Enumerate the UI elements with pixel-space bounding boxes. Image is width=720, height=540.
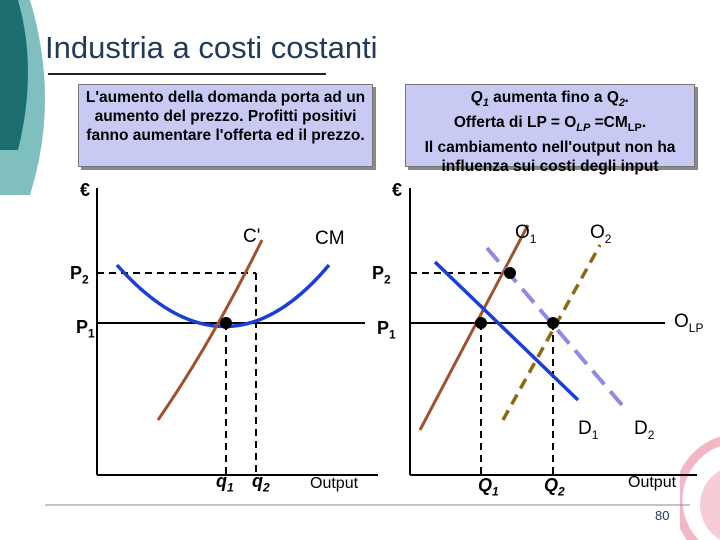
supply-1-text: O: [515, 222, 530, 243]
industry-p1-sub: 1: [389, 327, 396, 342]
firm-p1-label: [76, 317, 95, 341]
supply-long-sub: LP: [688, 320, 704, 335]
callout-cmlp-sub: LP: [627, 122, 642, 135]
callout-q1-sub: 1: [482, 97, 489, 110]
firm-q1-text: q: [216, 471, 227, 491]
industry-q2-label: [544, 475, 565, 499]
firm-x-axis-label: Output: [310, 475, 359, 492]
supply-1-sub: 1: [529, 231, 537, 246]
industry-dot-p2: [504, 267, 516, 279]
callout-industry-line3: Il cambiamento nell'output non ha influenza sui costi degli input: [424, 139, 676, 176]
industry-q1-label: [478, 475, 499, 499]
firm-p2-sub: 2: [82, 272, 89, 287]
firm-q2-label: [252, 471, 270, 495]
slide-title: Industria a costi costanti: [45, 30, 378, 65]
callout-offer-text: Offerta di LP = O: [453, 114, 577, 132]
marginal-cost-label: [243, 226, 260, 248]
industry-dot-q1: [475, 317, 487, 329]
supply-long-text: O: [674, 311, 689, 332]
firm-q2-text: q: [252, 471, 263, 491]
demand-2-sub: 2: [647, 427, 655, 442]
callout-firm-text: L'aumento della domanda porta ad un aumento del prezzo. Profitti positivi fanno aumentare l'offerta ed il prezzo.: [85, 89, 366, 144]
industry-p1-text: P: [377, 318, 390, 338]
callout-period-1: .: [625, 89, 630, 106]
firm-q1-sub: 1: [227, 480, 234, 495]
industry-p2-text: P: [372, 263, 385, 283]
page-number: 80: [655, 508, 670, 523]
supply-2-curve: [503, 245, 600, 420]
callout-cm-text: =CM: [590, 114, 628, 132]
industry-p2-label: [372, 263, 391, 287]
firm-p1-text: P: [76, 317, 89, 337]
callout-olp-sub: LP: [576, 122, 591, 135]
firm-equilibrium-dot: [220, 317, 232, 329]
industry-p2-sub: 2: [384, 272, 391, 287]
industry-p1-label: [377, 318, 396, 342]
demand-2-label: [634, 418, 654, 442]
industry-q1-sub: 1: [492, 484, 499, 499]
firm-q1-label: [216, 471, 234, 495]
average-cost-label: CM: [315, 228, 345, 249]
callout-period-2: .: [641, 114, 647, 132]
industry-q2-sub: 2: [558, 484, 565, 499]
callout-q2-sub: 2: [618, 97, 626, 110]
supply-long-label: [674, 311, 703, 335]
demand-1-sub: 1: [591, 427, 599, 442]
industry-q1-text: Q: [478, 475, 493, 495]
firm-p2-label: [70, 263, 89, 287]
demand-2-text: D: [634, 418, 648, 439]
firm-y-axis-label: €: [80, 180, 91, 200]
demand-1-text: D: [578, 418, 592, 439]
industry-x-axis-label: Output: [628, 474, 677, 491]
supply-2-text: O: [590, 222, 605, 243]
supply-1-curve: [420, 225, 528, 430]
demand-1-label: [578, 418, 598, 442]
industry-q2-text: Q: [544, 475, 559, 495]
callout-increase-text: aumenta fino a Q: [488, 89, 619, 106]
supply-2-label: [590, 222, 611, 246]
firm-q2-sub: 2: [263, 480, 270, 495]
supply-1-label: [515, 222, 536, 246]
firm-p2-text: P: [70, 263, 83, 283]
industry-y-axis-label: €: [392, 180, 403, 200]
industry-dot-q2: [547, 317, 559, 329]
marginal-cost-text: C': [243, 226, 261, 247]
supply-2-sub: 2: [604, 231, 612, 246]
callout-q1-label: Q: [470, 89, 483, 106]
firm-p1-sub: 1: [88, 326, 95, 341]
marginal-cost-curve: [158, 240, 262, 420]
